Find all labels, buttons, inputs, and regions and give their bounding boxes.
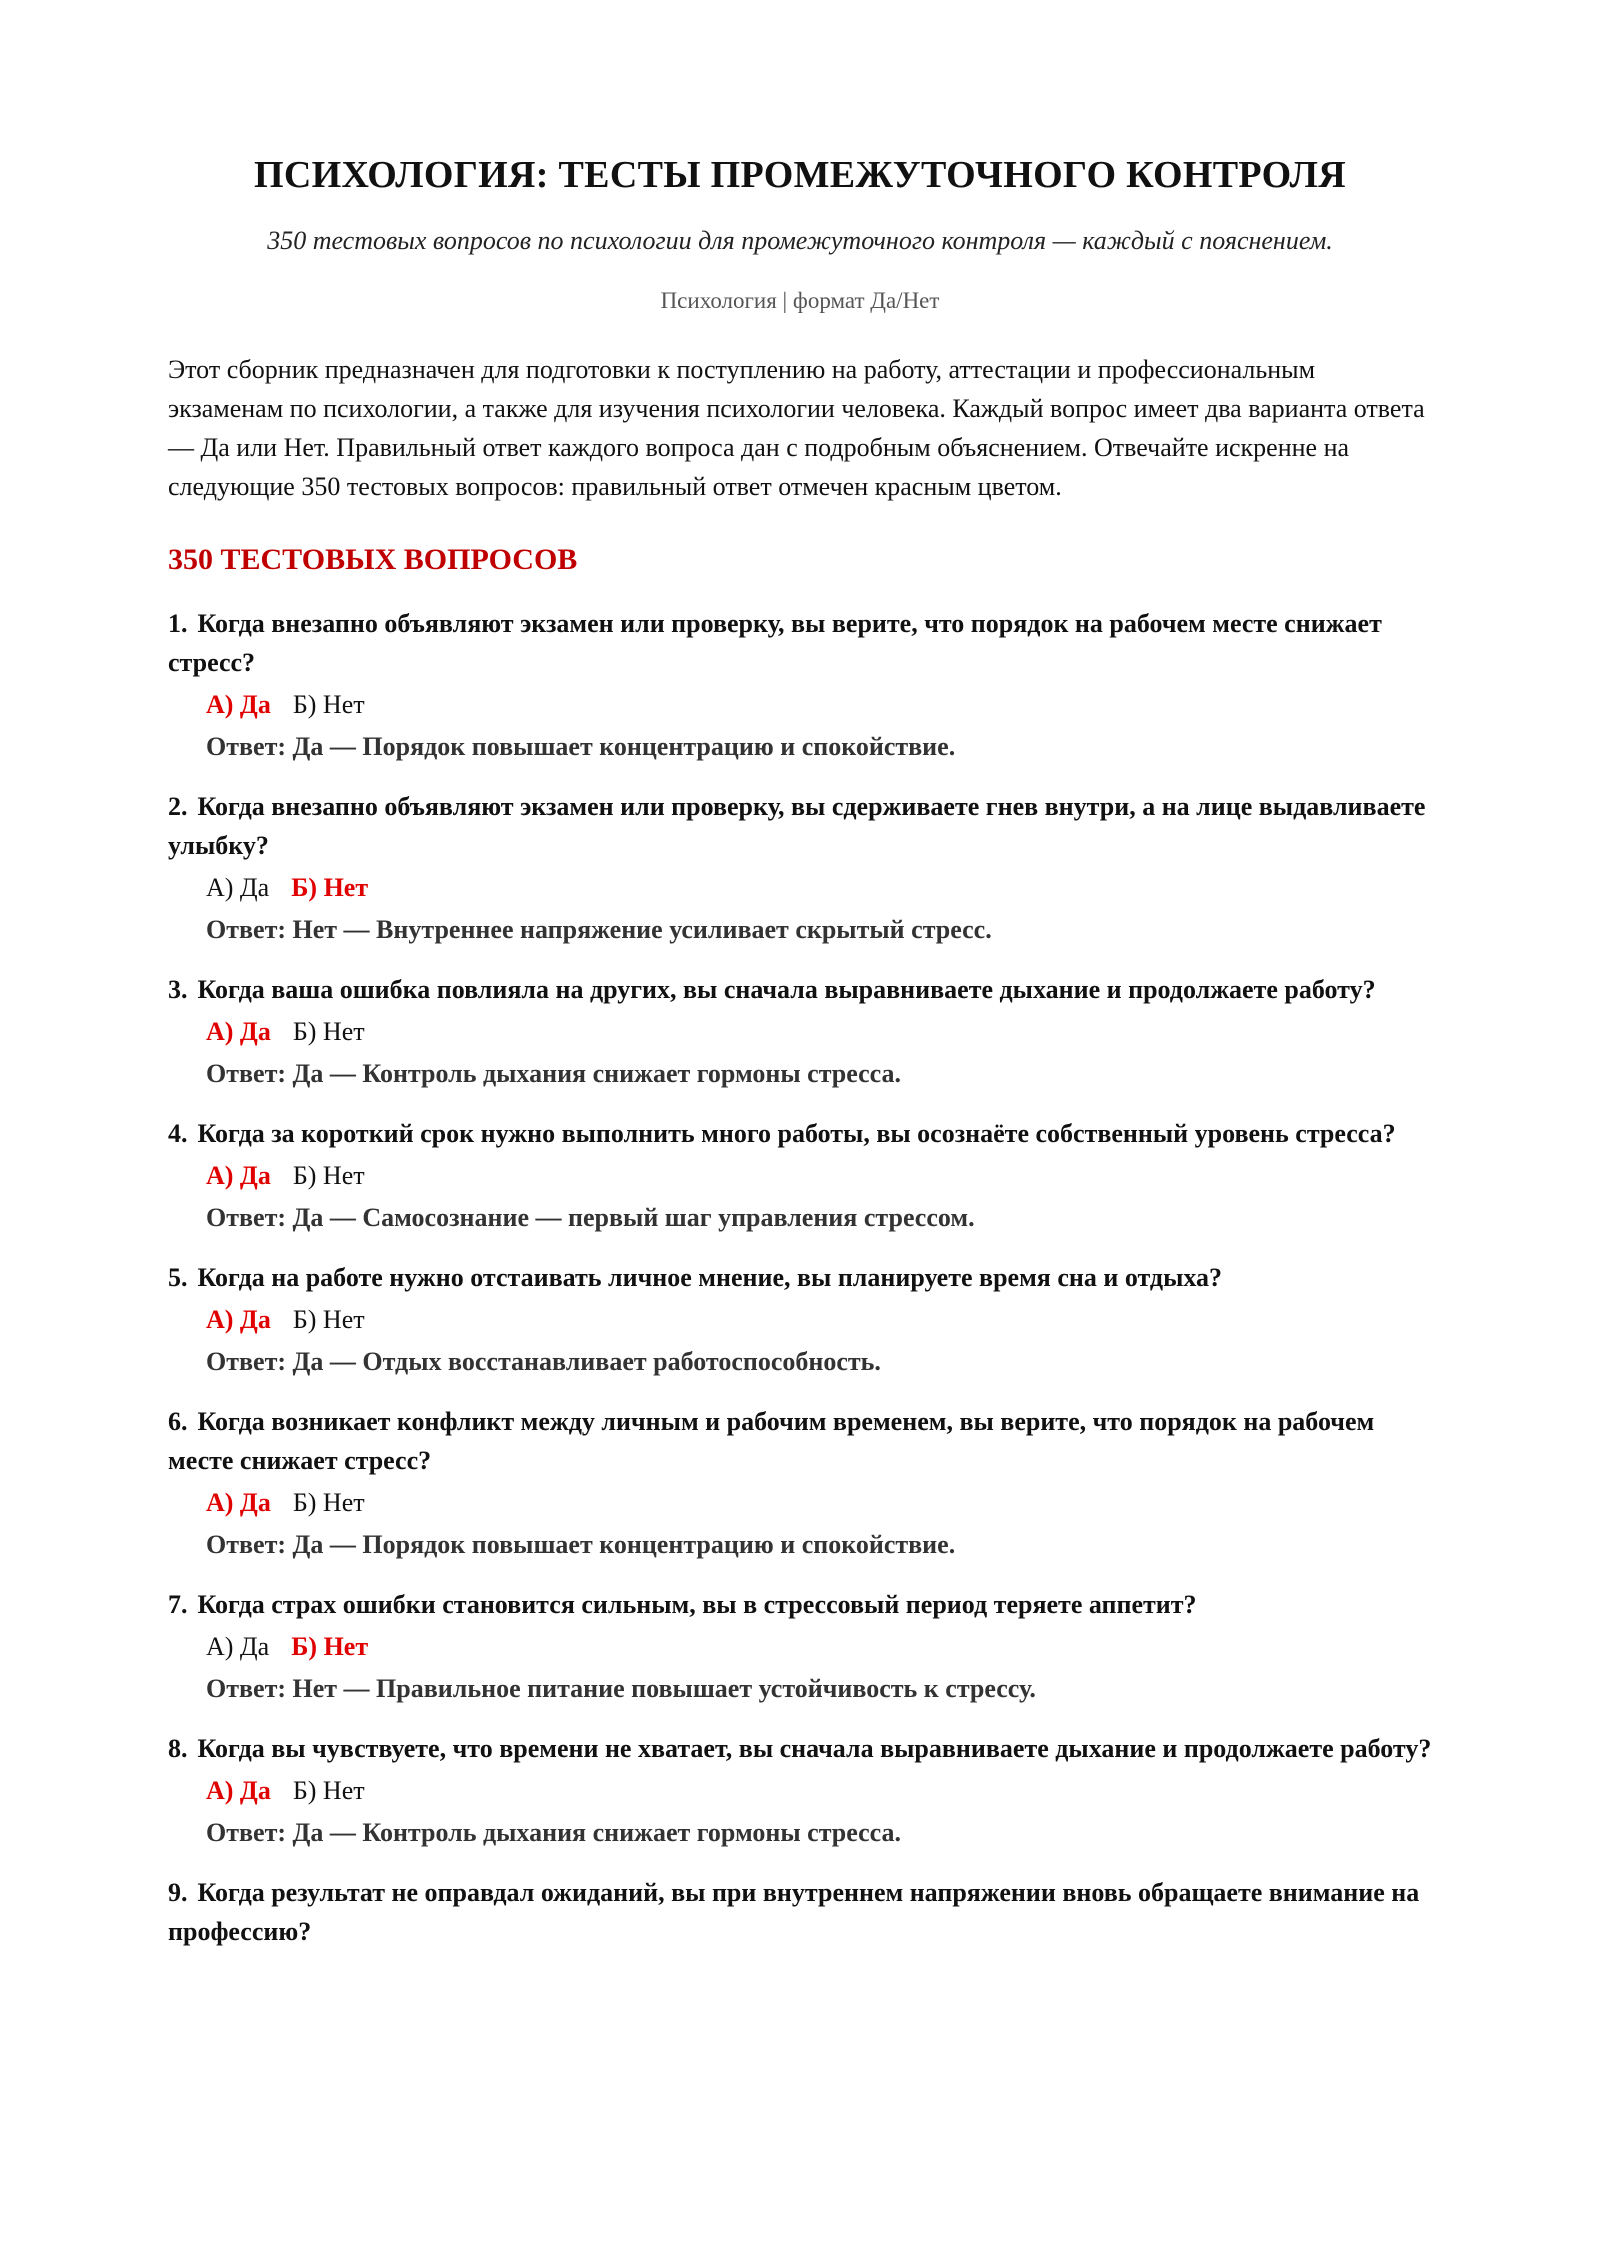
question-item: [168, 1873, 1432, 1951]
answer-explanation: Ответ: Да — Порядок повышает концентрацию и спокойствие.: [206, 732, 956, 761]
answer-explanation: Ответ: Да — Контроль дыхания снижает гормоны стресса.: [206, 1818, 901, 1847]
answer-options: [206, 1483, 1432, 1522]
question-item: [168, 604, 1432, 766]
question-body: Когда внезапно объявляют экзамен или проверку, вы сдерживаете гнев внутри, а на лице выдавливаете улыбку?: [168, 792, 1426, 860]
section-title: 350 ТЕСТОВЫХ ВОПРОСОВ: [168, 543, 578, 576]
question-item: [168, 1114, 1432, 1237]
question-body: Когда страх ошибки становится сильным, вы в стрессовый период теряете аппетит?: [197, 1590, 1197, 1619]
question-number: 3.: [168, 975, 188, 1004]
question-body: Когда результат не оправдал ожиданий, вы при внутреннем напряжении вновь обращаете внимание на профессию?: [168, 1878, 1420, 1946]
question-item: [168, 1258, 1432, 1381]
question-item: [168, 1729, 1432, 1852]
document-meta: Психология | формат Да/Нет: [660, 288, 940, 313]
question-number: 1.: [168, 609, 188, 638]
question-number: 9.: [168, 1878, 188, 1907]
answer-explanation: Ответ: Нет — Внутреннее напряжение усиливает скрытый стресс.: [206, 915, 992, 944]
answer-options: [206, 1627, 1432, 1666]
option-a[interactable]: А) Да: [206, 873, 270, 902]
question-body: Когда возникает конфликт между личным и рабочим временем, вы верите, что порядок на рабочем месте снижает стресс?: [168, 1407, 1375, 1475]
question-item: [168, 1402, 1432, 1564]
option-a[interactable]: А) Да: [206, 1017, 271, 1046]
option-a[interactable]: А) Да: [206, 1305, 271, 1334]
option-a[interactable]: А) Да: [206, 1161, 271, 1190]
question-item: [168, 970, 1432, 1093]
option-b[interactable]: Б) Нет: [292, 1161, 365, 1190]
option-a[interactable]: А) Да: [206, 1776, 271, 1805]
answer-options: [206, 1156, 1432, 1195]
question-text: [168, 1729, 1432, 1768]
option-a[interactable]: А) Да: [206, 1632, 270, 1661]
answer-explanation: Ответ: Да — Отдых восстанавливает работоспособность.: [206, 1347, 881, 1376]
answer-options: [206, 868, 1432, 907]
answer-options: [206, 1012, 1432, 1051]
document-title: ПСИХОЛОГИЯ: ТЕСТЫ ПРОМЕЖУТОЧНОГО КОНТРОЛЯ: [254, 154, 1346, 196]
document-subtitle: 350 тестовых вопросов по психологии для промежуточного контроля — каждый с пояснением.: [267, 226, 1333, 255]
question-text: [168, 1258, 1432, 1297]
question-text: [168, 1873, 1432, 1951]
question-number: 5.: [168, 1263, 188, 1292]
question-number: 6.: [168, 1407, 188, 1436]
question-text: [168, 1114, 1432, 1153]
question-body: Когда на работе нужно отстаивать личное мнение, вы планируете время сна и отдыха?: [197, 1263, 1223, 1292]
option-b[interactable]: Б) Нет: [292, 1776, 365, 1805]
answer-explanation: Ответ: Да — Самосознание — первый шаг управления стрессом.: [206, 1203, 975, 1232]
question-text: [168, 604, 1432, 682]
answer-explanation: Ответ: Да — Порядок повышает концентрацию и спокойствие.: [206, 1530, 956, 1559]
option-a[interactable]: А) Да: [206, 690, 271, 719]
question-body: Когда ваша ошибка повлияла на других, вы сначала выравниваете дыхание и продолжаете работу?: [197, 975, 1376, 1004]
question-number: 8.: [168, 1734, 188, 1763]
option-a[interactable]: А) Да: [206, 1488, 271, 1517]
question-list: [168, 604, 1432, 1951]
option-b[interactable]: Б) Нет: [291, 873, 369, 902]
answer-options: [206, 1771, 1432, 1810]
question-body: Когда внезапно объявляют экзамен или проверку, вы верите, что порядок на рабочем месте снижает стресс?: [168, 609, 1382, 677]
answer-options: [206, 685, 1432, 724]
question-item: [168, 787, 1432, 949]
option-b[interactable]: Б) Нет: [292, 1488, 365, 1517]
question-number: 2.: [168, 792, 188, 821]
question-number: 4.: [168, 1119, 188, 1148]
option-b[interactable]: Б) Нет: [292, 1017, 365, 1046]
question-text: [168, 1402, 1432, 1480]
question-text: [168, 970, 1432, 1009]
question-number: 7.: [168, 1590, 188, 1619]
option-b[interactable]: Б) Нет: [292, 690, 365, 719]
answer-explanation: Ответ: Да — Контроль дыхания снижает гормоны стресса.: [206, 1059, 901, 1088]
question-item: [168, 1585, 1432, 1708]
question-body: Когда за короткий срок нужно выполнить много работы, вы осознаёте собственный уровень стресса?: [197, 1119, 1396, 1148]
answer-options: [206, 1300, 1432, 1339]
option-b[interactable]: Б) Нет: [291, 1632, 369, 1661]
option-b[interactable]: Б) Нет: [292, 1305, 365, 1334]
question-body: Когда вы чувствуете, что времени не хватает, вы сначала выравниваете дыхание и продолжаете работу?: [197, 1734, 1432, 1763]
intro-paragraph: Этот сборник предназначен для подготовки к поступлению на работу, аттестации и профессиональным экзаменам по психологии, а также для изучения психологии человека. Каждый вопрос имеет два варианта ответа — Да или Нет. Правильный ответ каждого вопроса дан с подробным объяснением. Отвечайте искренне на следующие 350 тестовых вопросов: правильный ответ отмечен красным цветом.: [168, 355, 1425, 501]
question-text: [168, 787, 1432, 865]
answer-explanation: Ответ: Нет — Правильное питание повышает устойчивость к стрессу.: [206, 1674, 1036, 1703]
question-text: [168, 1585, 1432, 1624]
